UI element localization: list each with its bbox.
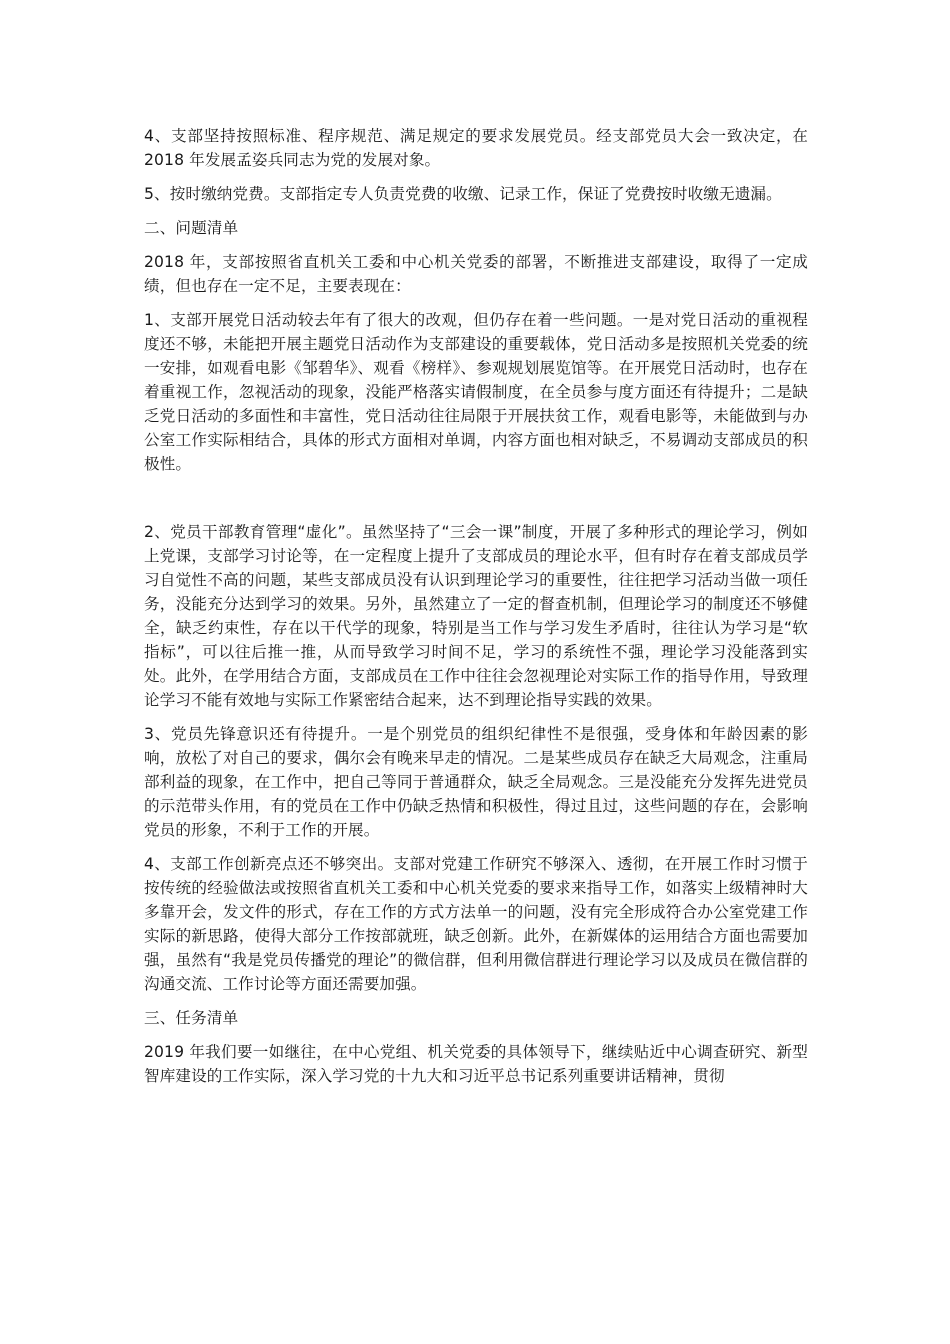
paragraph-party-development: 4、支部坚持按照标准、程序规范、满足规定的要求发展党员。经支部党员大会一致决定，在 2018 年发展孟姿兵同志为党的发展对象。	[144, 127, 808, 169]
paragraph-problem-1: 1、支部开展党日活动较去年有了很大的改观，但仍存在着一些问题。一是对党日活动的重视程度还不够，未能把开展主题党日活动作为支部建设的重要载体，党日活动多是按照机关党委的统一安排，如观看电影《邹碧华》、观看《榜样》、参观规划展览馆等。在开展党日活动时，也存在着重视工作，忽视活动的现象，没能严格落实请假制度，在全员参与度方面还有待提升；二是缺乏党日活动的多面性和丰富性，党日活动往往局限于开展扶贫工作，观看电影等，未能做到与办公室工作实际相结合，具体的形式方面相对单调，内容方面也相对缺乏，不易调动支部成员的积极性。	[144, 311, 808, 473]
section-heading-tasks: 三、任务清单	[144, 1009, 239, 1027]
paragraph-tasks-intro: 2019 年我们要一如继往，在中心党组、机关党委的具体领导下，继续贴近中心调查研究、新型智库建设的工作实际，深入学习党的十九大和习近平总书记系列重要讲话精神，贯彻	[144, 1043, 808, 1085]
section-heading-problems: 二、问题清单	[144, 219, 239, 237]
paragraph-spacer	[144, 486, 808, 520]
paragraph-problem-3: 3、党员先锋意识还有待提升。一是个别党员的组织纪律性不是很强，受身体和年龄因素的影响，放松了对自己的要求，偶尔会有晚来早走的情况。二是某些成员存在缺乏大局观念，注重局部利益的现象，在工作中，把自己等同于普通群众，缺乏全局观念。三是没能充分发挥先进党员的示范带头作用，有的党员在工作中仍缺乏热情和积极性，得过且过，这些问题的存在，会影响党员的形象，不利于工作的开展。	[144, 725, 808, 839]
paragraph-problems-intro: 2018 年，支部按照省直机关工委和中心机关党委的部署，不断推进支部建设，取得了一定成绩，但也存在一定不足，主要表现在：	[144, 253, 808, 295]
paragraph-party-dues: 5、按时缴纳党费。支部指定专人负责党费的收缴、记录工作，保证了党费按时收缴无遗漏。	[144, 185, 782, 203]
paragraph-problem-4: 4、支部工作创新亮点还不够突出。支部对党建工作研究不够深入、透彻，在开展工作时习惯于按传统的经验做法或按照省直机关工委和中心机关党委的要求来指导工作，如落实上级精神时大多靠开会，发文件的形式，存在工作的方式方法单一的问题，没有完全形成符合办公室党建工作实际的新思路，使得大部分工作按部就班，缺乏创新。此外，在新媒体的运用结合方面也需要加强，虽然有“我是党员传播党的理论”的微信群，但利用微信群进行理论学习以及成员在微信群的沟通交流、工作讨论等方面还需要加强。	[144, 855, 808, 993]
paragraph-problem-2: 2、党员干部教育管理“虚化”。虽然坚持了“三会一课”制度，开展了多种形式的理论学习，例如上党课，支部学习讨论等，在一定程度上提升了支部成员的理论水平，但有时存在着支部成员学习自觉性不高的问题，某些支部成员没有认识到理论学习的重要性，往往把学习活动当做一项任务，没能充分达到学习的效果。另外，虽然建立了一定的督查机制，但理论学习的制度还不够健全，缺乏约束性，存在以干代学的现象，特别是当工作与学习发生矛盾时，往往认为学习是“软指标”，可以往后推一推，从而导致学习时间不足，学习的系统性不强，理论学习没能落到实处。此外，在学用结合方面，支部成员在工作中往往会忽视理论对实际工作的指导作用，导致理论学习不能有效地与实际工作紧密结合起来，达不到理论指导实践的效果。	[144, 523, 808, 709]
document-page	[144, 124, 808, 1098]
